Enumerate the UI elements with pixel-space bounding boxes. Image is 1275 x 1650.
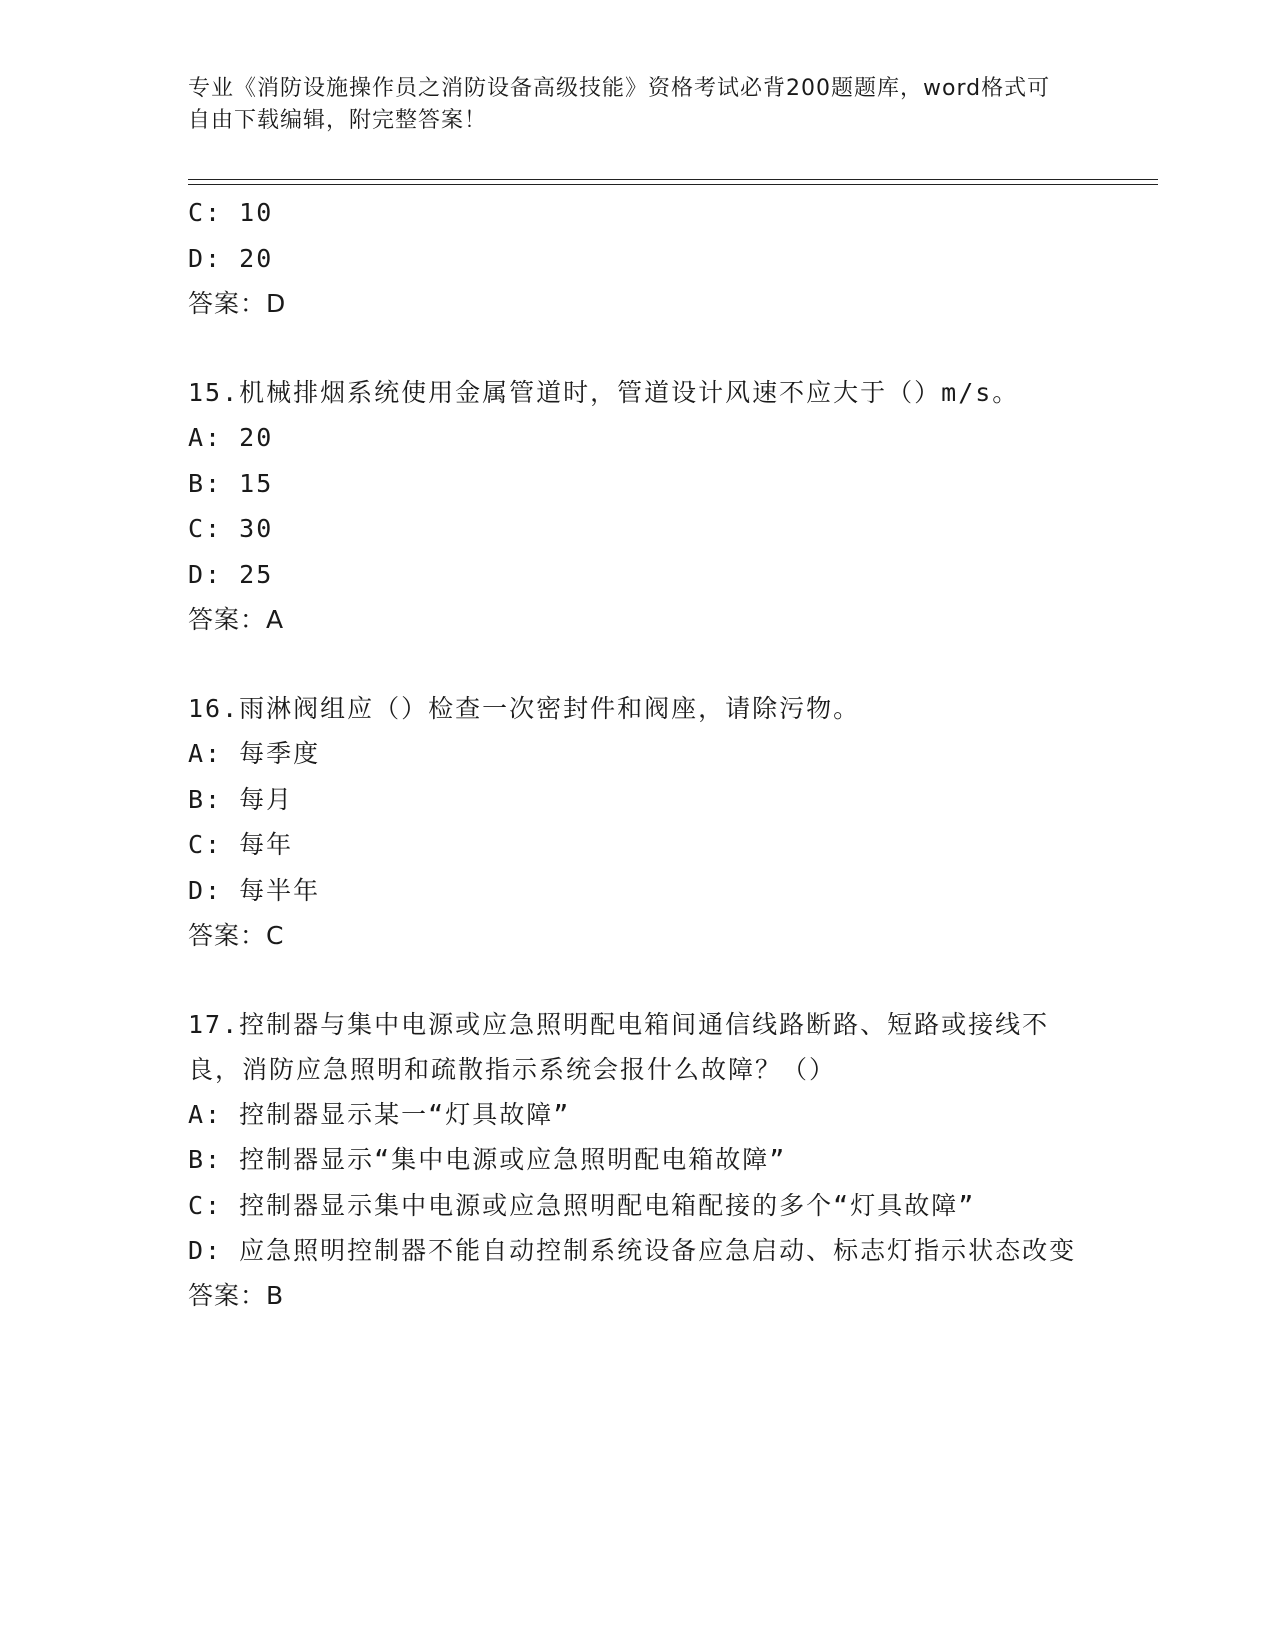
header-divider-bottom: [188, 184, 1158, 185]
option-d: D: 25: [188, 559, 274, 589]
document-title: 专业《消防设施操作员之消防设备高级技能》资格考试必背200题题库，word格式可自由下载编辑，附完整答案！: [188, 76, 1051, 133]
header-divider-top: [188, 179, 1158, 180]
question-17: [188, 1002, 1088, 1319]
option-c: C: 每年: [188, 830, 294, 859]
option-b: B: 控制器显示“集中电源或应急照明配电箱故障”: [188, 1145, 787, 1174]
question-14-continued: [188, 190, 1088, 327]
spacer: [188, 959, 1088, 1002]
option-c: C: 10: [188, 198, 274, 227]
option-b: B: 15: [188, 468, 274, 498]
spacer: [188, 643, 1088, 686]
question-content: [188, 190, 1088, 1319]
option-c: C: 30: [188, 514, 274, 543]
option-d: D: 每半年: [188, 875, 321, 905]
spacer: [188, 327, 1088, 370]
document-header: [188, 73, 1068, 137]
answer-label: 答案：A: [188, 605, 285, 634]
answer-label: 答案：B: [188, 1281, 285, 1310]
option-a: A: 20: [188, 423, 274, 452]
answer-label: 答案：C: [188, 921, 285, 950]
question-stem: 16.雨淋阀组应（）检查一次密封件和阀座，请除污物。: [188, 693, 861, 723]
answer-label: 答案：D: [188, 289, 287, 318]
option-c: C: 控制器显示集中电源或应急照明配电箱配接的多个“灯具故障”: [188, 1190, 976, 1220]
question-stem: 17.控制器与集中电源或应急照明配电箱间通信线路断路、短路或接线不良，消防应急照明和疏散指示系统会报什么故障？（）: [188, 1009, 1050, 1084]
question-15: [188, 370, 1088, 643]
option-d: D: 应急照明控制器不能自动控制系统设备应急启动、标志灯指示状态改变: [188, 1236, 1077, 1265]
question-stem: 15.机械排烟系统使用金属管道时，管道设计风速不应大于（）m/s。: [188, 377, 1020, 407]
option-b: B: 每月: [188, 784, 294, 814]
option-a: A: 每季度: [188, 739, 321, 768]
option-a: A: 控制器显示某一“灯具故障”: [188, 1099, 571, 1129]
option-d: D: 20: [188, 243, 274, 273]
question-16: [188, 686, 1088, 959]
